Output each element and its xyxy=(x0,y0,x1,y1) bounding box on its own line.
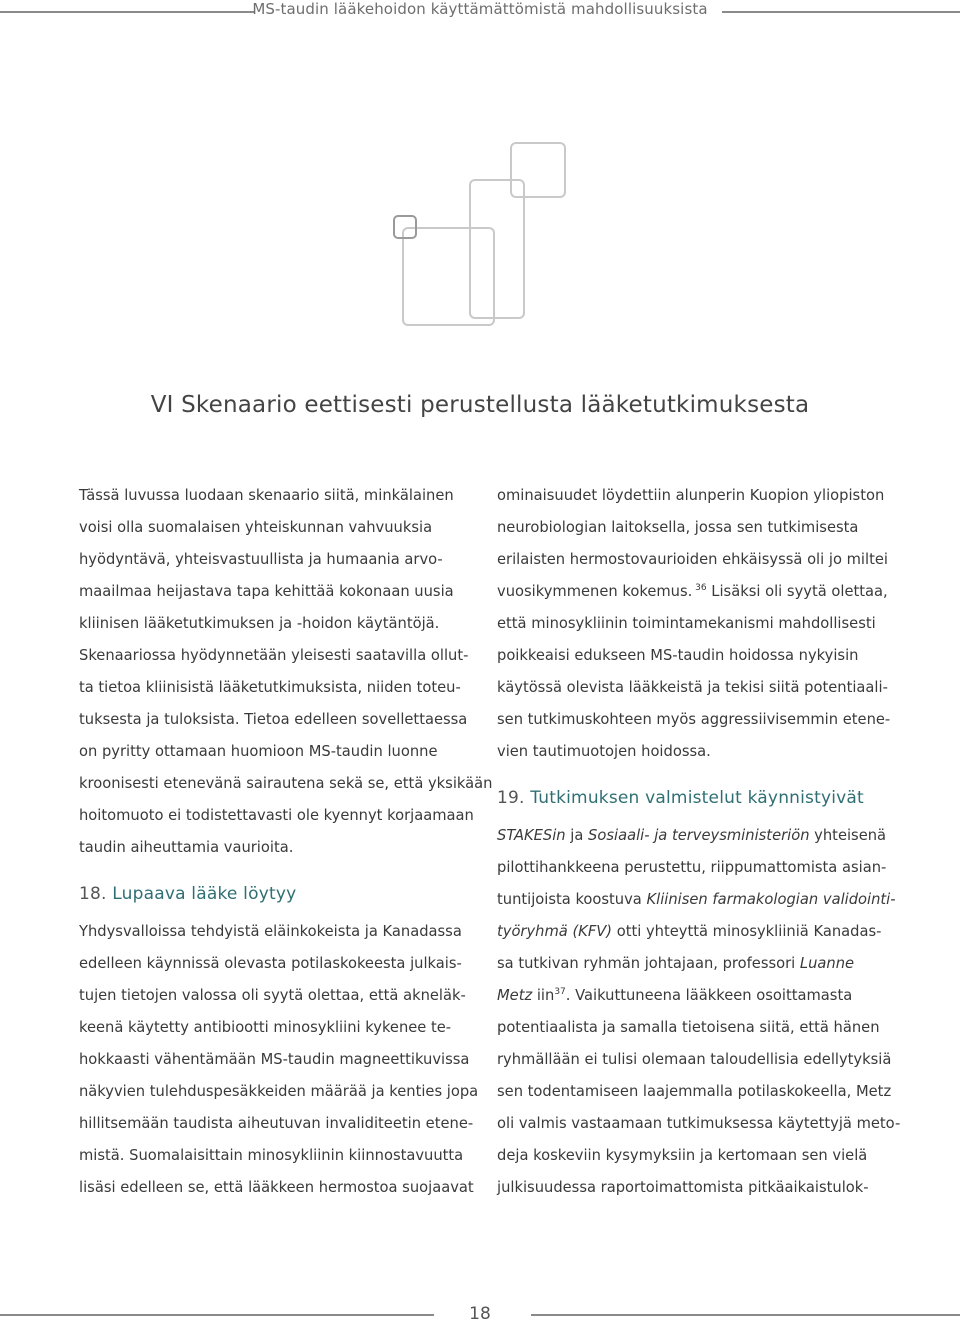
text-line: näkyvien tulehduspesäkkeiden määrää ja kenties jopa xyxy=(79,1083,479,1100)
intro-paragraph xyxy=(79,480,493,864)
section-19-number: 19. xyxy=(497,788,525,808)
italic-term: Metz xyxy=(497,987,533,1004)
text-line: voisi olla suomalaisen yhteiskunnan vahvuuksia xyxy=(79,519,433,536)
text-line: pilottihankkeena perustettu, riippumattomista asian- xyxy=(497,859,887,876)
text-line: maailmaa heijastava tapa kehittää kokonaan uusia xyxy=(79,583,454,600)
text-fragment: vuosikymmenen kokemus. xyxy=(497,583,693,600)
text-line: kliinisen lääketutkimuksen ja -hoidon käytäntöjä. xyxy=(79,615,440,632)
deco-square-large xyxy=(511,143,565,197)
text-line: keenä käytetty antibiootti minosykliini kykenee te- xyxy=(79,1019,452,1036)
text-line: deja koskeviin kysymyksiin ja kertomaan sen vielä xyxy=(497,1147,868,1164)
section-19-heading xyxy=(497,782,887,814)
footnote-ref-36: 36 xyxy=(695,583,707,594)
text-line: hillitsemään taudista aiheutuvan invaliditeetin etene- xyxy=(79,1115,474,1132)
section-19-title: Tutkimuksen valmistelut käynnistyivät xyxy=(530,788,864,808)
text-line: oli valmis vastaamaan tutkimuksessa käytettyjä meto- xyxy=(497,1115,901,1132)
text-line: hoitomuoto ei todistettavasti ole kyennyt korjaamaan xyxy=(79,807,474,824)
running-header: MS-taudin lääkehoidon käyttämättömistä mahdollisuuksista xyxy=(252,0,708,18)
section-18-paragraph xyxy=(79,916,479,1204)
text-line: työryhmä (KFV) otti yhteyttä minosykliiniä Kanadas- xyxy=(497,923,882,940)
text-line: ominaisuudet löydettiin alunperin Kuopion yliopiston xyxy=(497,487,885,504)
italic-term: työryhmä (KFV) xyxy=(497,923,613,940)
text-fragment: Lisäksi oli syytä olettaa, xyxy=(706,583,888,600)
text-line: hokkaasti vähentämään MS-taudin magneettikuvissa xyxy=(79,1051,470,1068)
section-19-paragraph xyxy=(497,820,901,1204)
text-line: tuksesta ja tuloksista. Tietoa edelleen sovellettaessa xyxy=(79,711,468,728)
italic-term: Luanne xyxy=(799,955,855,972)
right-column xyxy=(497,480,901,1204)
text-line: käytössä olevista lääkkeistä ja tekisi siitä potentiaali- xyxy=(497,679,888,696)
footnote-ref-37: 37 xyxy=(554,987,566,998)
text-line: potentiaalista ja samalla tietoisena siitä, että hänen xyxy=(497,1019,880,1036)
italic-term: Kliinisen farmakologian validointi- xyxy=(646,891,896,908)
text-line: lisäsi edelleen se, että lääkkeen hermostoa suojaavat xyxy=(79,1179,474,1196)
text-line: STAKESin ja Sosiaali- ja terveysministeriön yhteisenä xyxy=(497,827,887,844)
text-line: julkisuudessa raportoimattomista pitkäaikaistulok- xyxy=(497,1179,869,1196)
page-number: 18 xyxy=(469,1304,491,1324)
text-line: Skenaariossa hyödynnetään yleisesti saatavilla ollut- xyxy=(79,647,469,664)
continuation-paragraph xyxy=(497,480,891,768)
italic-term: Sosiaali- ja terveysministeriön xyxy=(588,827,810,844)
text-line: neurobiologian laitoksella, jossa sen tutkimisesta xyxy=(497,519,859,536)
chapter-title: VI Skenaario eettisesti perustellusta lääketutkimuksesta xyxy=(150,392,810,418)
text-line: poikkeaisi edukseen MS-taudin hoidossa nykyisin xyxy=(497,647,859,664)
text-line: sa tutkivan ryhmän johtajaan, professori Luanne xyxy=(497,955,855,972)
deco-square-mid-outer xyxy=(470,180,524,318)
text-line: sen tutkimuskohteen myös aggressiivisemmin etene- xyxy=(497,711,891,728)
text-line: erilaisten hermostovaurioiden ehkäisyssä oli jo miltei xyxy=(497,551,888,568)
deco-square-mid-inner xyxy=(403,228,494,325)
section-18-title: Lupaava lääke löytyy xyxy=(112,884,297,904)
text-line-with-reference: Metz iin$^{37}$. Vaikuttuneena lääkkeen osoittamasta xyxy=(497,987,853,1004)
text-line: ryhmällään ei tulisi olemaan taloudellisia edellytyksiä xyxy=(497,1051,892,1068)
section-18-number: 18. xyxy=(79,884,107,904)
text-line: Tässä luvussa luodaan skenaario siitä, minkälainen xyxy=(79,487,454,504)
text-line: että minosykliinin toimintamekanismi mahdollisesti xyxy=(497,615,876,632)
text-line: hyödyntävä, yhteisvastuullista ja humaania arvo- xyxy=(79,551,443,568)
text-line: kroonisesti etenevänä sairautena sekä se, että yksikään xyxy=(79,775,493,792)
text-line: edelleen käynnissä olevasta potilaskokeesta julkais- xyxy=(79,955,462,972)
text-line: taudin aiheuttamia vaurioita. xyxy=(79,839,294,856)
text-line: vien tautimuotojen hoidossa. xyxy=(497,743,711,760)
section-18-heading xyxy=(79,878,469,910)
left-column xyxy=(79,480,493,1204)
decorative-squares-graphic xyxy=(0,0,960,360)
text-line: tuntijoista koostuva Kliinisen farmakologian validointi- xyxy=(497,891,896,908)
text-line: on pyritty ottamaan huomioon MS-taudin luonne xyxy=(79,743,438,760)
footer-rule-right xyxy=(531,1314,960,1316)
text-line: mistä. Suomalaisittain minosykliinin kiinnostavuutta xyxy=(79,1147,464,1164)
text-line: ta tietoa kliinisistä lääketutkimuksista, niiden toteu- xyxy=(79,679,461,696)
text-line: Yhdysvalloissa tehdyistä eläinkokeista ja Kanadassa xyxy=(79,923,462,940)
text-line-with-reference xyxy=(497,576,887,608)
text-line: tujen tietojen valossa oli syytä olettaa, että akneläk- xyxy=(79,987,466,1004)
italic-term: STAKESin xyxy=(497,827,566,844)
text-line: sen todentamiseen laajemmalla potilaskokeella, Metz xyxy=(497,1083,892,1100)
